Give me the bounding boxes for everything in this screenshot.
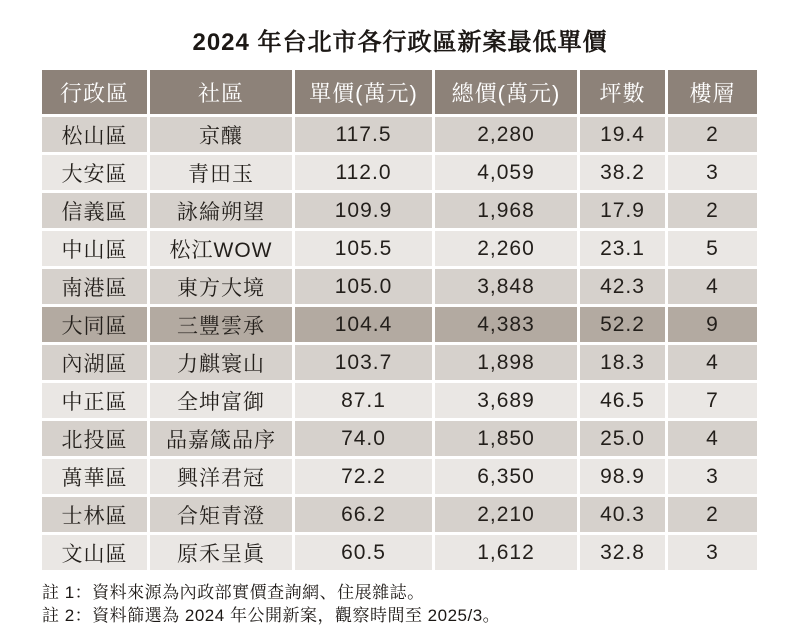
table-row	[42, 155, 757, 190]
cell-floor: 3	[668, 459, 757, 494]
cell-community: 詠綸朔望	[150, 193, 292, 228]
cell-ping: 46.5	[580, 383, 665, 418]
cell-district: 南港區	[42, 269, 147, 304]
header-cell: 總價(萬元)	[435, 70, 577, 114]
cell-district: 大安區	[42, 155, 147, 190]
cell-total-price: 1,898	[435, 345, 577, 380]
table-row	[42, 459, 757, 494]
table-row	[42, 383, 757, 418]
header-cell: 單價(萬元)	[295, 70, 432, 114]
cell-ping: 18.3	[580, 345, 665, 380]
cell-floor: 3	[668, 155, 757, 190]
cell-total-price: 2,280	[435, 117, 577, 152]
cell-district: 萬華區	[42, 459, 147, 494]
cell-unit-price: 74.0	[295, 421, 432, 456]
cell-district: 北投區	[42, 421, 147, 456]
cell-district: 松山區	[42, 117, 147, 152]
cell-unit-price: 105.5	[295, 231, 432, 266]
cell-ping: 17.9	[580, 193, 665, 228]
cell-community: 京釀	[150, 117, 292, 152]
cell-floor: 7	[668, 383, 757, 418]
cell-unit-price: 66.2	[295, 497, 432, 532]
cell-total-price: 4,383	[435, 307, 577, 342]
cell-ping: 19.4	[580, 117, 665, 152]
cell-district: 大同區	[42, 307, 147, 342]
page-title: 2024 年台北市各行政區新案最低單價	[192, 29, 608, 56]
header-row	[42, 70, 757, 114]
cell-district: 中正區	[42, 383, 147, 418]
table-row	[42, 421, 757, 456]
cell-unit-price: 105.0	[295, 269, 432, 304]
header-cell: 社區	[150, 70, 292, 114]
cell-unit-price: 103.7	[295, 345, 432, 380]
table-row	[42, 117, 757, 152]
cell-community: 松江WOW	[150, 231, 292, 266]
cell-district: 信義區	[42, 193, 147, 228]
cell-floor: 2	[668, 117, 757, 152]
cell-community: 興洋君冠	[150, 459, 292, 494]
cell-total-price: 3,848	[435, 269, 577, 304]
cell-unit-price: 109.9	[295, 193, 432, 228]
cell-total-price: 6,350	[435, 459, 577, 494]
cell-ping: 32.8	[580, 535, 665, 570]
cell-total-price: 1,850	[435, 421, 577, 456]
cell-district: 文山區	[42, 535, 147, 570]
table-header	[42, 70, 757, 114]
cell-ping: 98.9	[580, 459, 665, 494]
cell-total-price: 4,059	[435, 155, 577, 190]
table-body	[42, 117, 757, 570]
cell-ping: 25.0	[580, 421, 665, 456]
cell-community: 合矩青澄	[150, 497, 292, 532]
cell-community: 品嘉箴品序	[150, 421, 292, 456]
cell-district: 中山區	[42, 231, 147, 266]
cell-ping: 42.3	[580, 269, 665, 304]
cell-floor: 2	[668, 497, 757, 532]
cell-total-price: 2,210	[435, 497, 577, 532]
header-cell: 坪數	[580, 70, 665, 114]
footnotes	[42, 581, 800, 628]
cell-ping: 23.1	[580, 231, 665, 266]
cell-community: 三豐雲承	[150, 307, 292, 342]
footnote-1: 註 1：資料來源為內政部實價查詢網、住展雜誌。	[42, 583, 425, 602]
cell-community: 東方大境	[150, 269, 292, 304]
cell-floor: 2	[668, 193, 757, 228]
cell-total-price: 2,260	[435, 231, 577, 266]
cell-district: 內湖區	[42, 345, 147, 380]
table-row	[42, 535, 757, 570]
cell-unit-price: 104.4	[295, 307, 432, 342]
cell-floor: 4	[668, 421, 757, 456]
table-row	[42, 497, 757, 532]
cell-unit-price: 60.5	[295, 535, 432, 570]
footnote-2: 註 2：資料篩選為 2024 年公開新案，觀察時間至 2025/3。	[42, 606, 501, 626]
cell-floor: 3	[668, 535, 757, 570]
cell-ping: 38.2	[580, 155, 665, 190]
cell-floor: 5	[668, 231, 757, 266]
cell-floor: 9	[668, 307, 757, 342]
cell-unit-price: 117.5	[295, 117, 432, 152]
cell-unit-price: 72.2	[295, 459, 432, 494]
cell-district: 士林區	[42, 497, 147, 532]
header-cell: 樓層	[668, 70, 757, 114]
cell-unit-price: 87.1	[295, 383, 432, 418]
price-table	[39, 67, 760, 573]
cell-ping: 40.3	[580, 497, 665, 532]
cell-total-price: 3,689	[435, 383, 577, 418]
header-cell: 行政區	[42, 70, 147, 114]
cell-floor: 4	[668, 269, 757, 304]
cell-unit-price: 112.0	[295, 155, 432, 190]
cell-ping: 52.2	[580, 307, 665, 342]
cell-community: 力麒寰山	[150, 345, 292, 380]
cell-total-price: 1,968	[435, 193, 577, 228]
table-row	[42, 193, 757, 228]
table-row	[42, 307, 757, 342]
table-row	[42, 231, 757, 266]
cell-floor: 4	[668, 345, 757, 380]
table-row	[42, 269, 757, 304]
cell-community: 全坤富御	[150, 383, 292, 418]
cell-total-price: 1,612	[435, 535, 577, 570]
cell-community: 青田玉	[150, 155, 292, 190]
table-row	[42, 345, 757, 380]
cell-community: 原禾呈眞	[150, 535, 292, 570]
